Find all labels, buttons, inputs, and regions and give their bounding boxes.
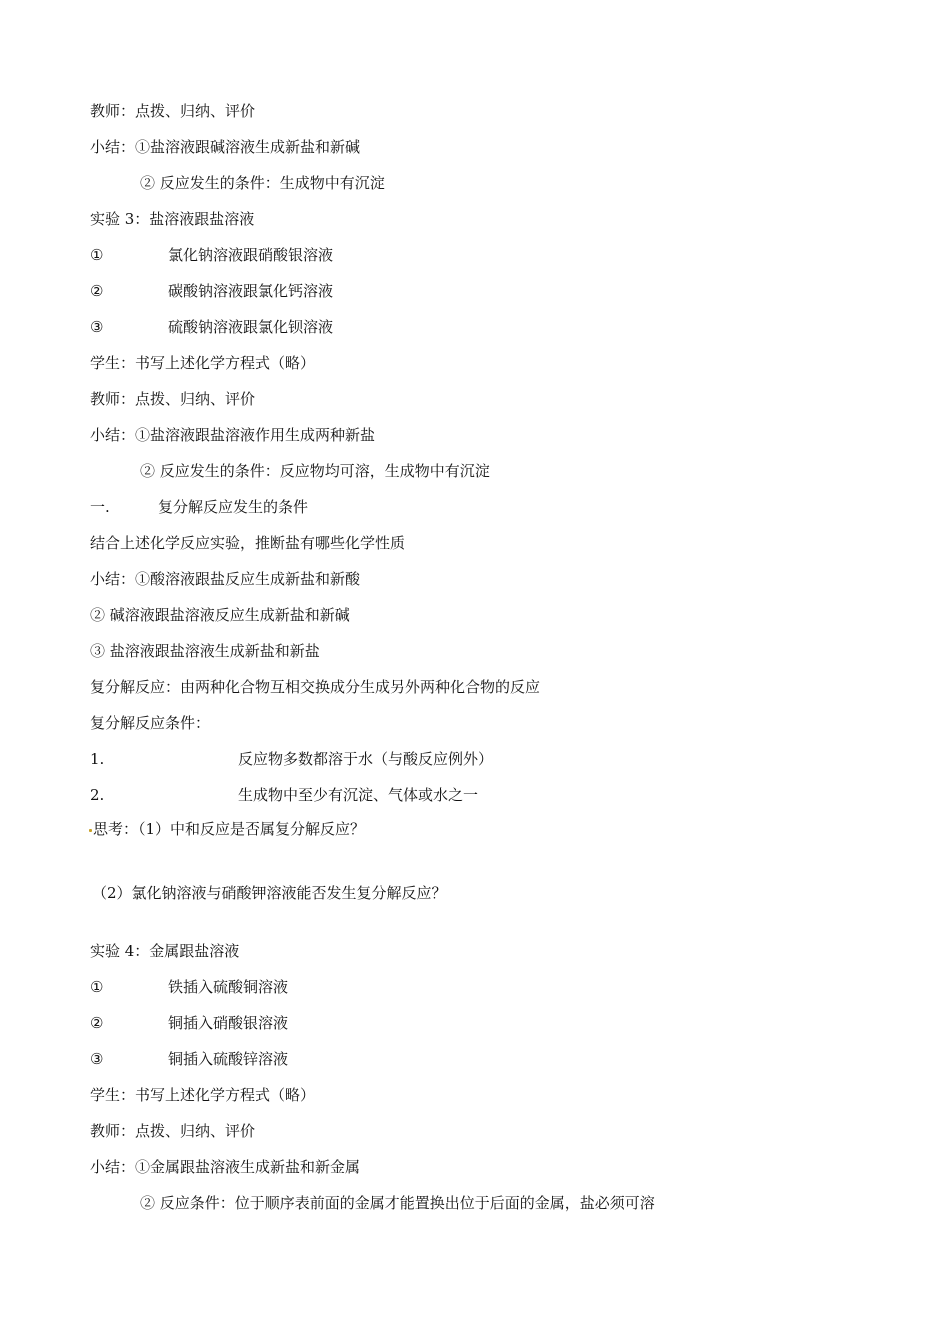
list-text: 碳酸钠溶液跟氯化钙溶液 xyxy=(168,282,334,300)
text-line: 教师：点拨、归纳、评价 xyxy=(90,1122,256,1140)
text-line: 复分解反应：由两种化合物互相交换成分生成另外两种化合物的反应 xyxy=(90,678,541,696)
list-item xyxy=(90,316,333,338)
text-line: 小结：①金属跟盐溶液生成新盐和新金属 xyxy=(90,1158,361,1176)
list-text: 铁插入硫酸铜溶液 xyxy=(168,978,289,996)
list-text: 反应物多数都溶于水（与酸反应例外） xyxy=(238,750,494,768)
section-heading xyxy=(90,496,308,518)
text-line: 结合上述化学反应实验，推断盐有哪些化学性质 xyxy=(90,534,406,552)
text-line: （2）氯化钠溶液与硝酸钾溶液能否发生复分解反应？ xyxy=(92,884,447,902)
list-marker: ① xyxy=(90,246,104,264)
text-line: 实验 3：盐溶液跟盐溶液 xyxy=(90,210,255,228)
list-item xyxy=(90,1048,288,1070)
list-marker: ③ xyxy=(90,1050,104,1068)
text-line: 实验 4：金属跟盐溶液 xyxy=(90,942,240,960)
list-text: 生成物中至少有沉淀、气体或水之一 xyxy=(238,786,479,804)
list-item xyxy=(90,244,333,266)
list-marker: 1. xyxy=(90,750,105,768)
list-item xyxy=(90,748,493,770)
list-marker: ② xyxy=(90,1014,104,1032)
text-line: 学生：书写上述化学方程式（略） xyxy=(90,354,316,372)
text-line: 复分解反应条件： xyxy=(90,714,211,732)
list-marker: ② xyxy=(90,282,104,300)
list-text: 氯化钠溶液跟硝酸银溶液 xyxy=(168,246,334,264)
text-line: 小结：①盐溶液跟碱溶液生成新盐和新碱 xyxy=(90,138,361,156)
section-title: 复分解反应发生的条件 xyxy=(158,498,309,516)
list-marker: ③ xyxy=(90,318,104,336)
list-text: 硫酸钠溶液跟氯化钡溶液 xyxy=(168,318,334,336)
list-item xyxy=(90,280,333,302)
list-marker: ① xyxy=(90,978,104,996)
small-mark xyxy=(89,829,92,832)
list-text: 铜插入硝酸银溶液 xyxy=(168,1014,289,1032)
list-text: 铜插入硫酸锌溶液 xyxy=(168,1050,289,1068)
text-line: 教师：点拨、归纳、评价 xyxy=(90,102,256,120)
text-line: 教师：点拨、归纳、评价 xyxy=(90,390,256,408)
text-line: 思考：（1）中和反应是否属复分解反应？ xyxy=(93,820,366,838)
text-line: ② 反应发生的条件：反应物均可溶，生成物中有沉淀 xyxy=(140,462,490,480)
list-marker: 2. xyxy=(90,786,105,804)
text-line: ③ 盐溶液跟盐溶液生成新盐和新盐 xyxy=(90,642,320,660)
list-item xyxy=(90,976,288,998)
section-marker: 一. xyxy=(90,498,110,516)
text-line: ② 反应条件：位于顺序表前面的金属才能置换出位于后面的金属，盐必须可溶 xyxy=(140,1194,655,1212)
text-line: ② 碱溶液跟盐溶液反应生成新盐和新碱 xyxy=(90,606,350,624)
text-line: ② 反应发生的条件：生成物中有沉淀 xyxy=(140,174,385,192)
text-line: 小结：①盐溶液跟盐溶液作用生成两种新盐 xyxy=(90,426,376,444)
list-item xyxy=(90,1012,288,1034)
list-item xyxy=(90,784,478,806)
text-line: 学生：书写上述化学方程式（略） xyxy=(90,1086,316,1104)
text-line: 小结：①酸溶液跟盐反应生成新盐和新酸 xyxy=(90,570,361,588)
